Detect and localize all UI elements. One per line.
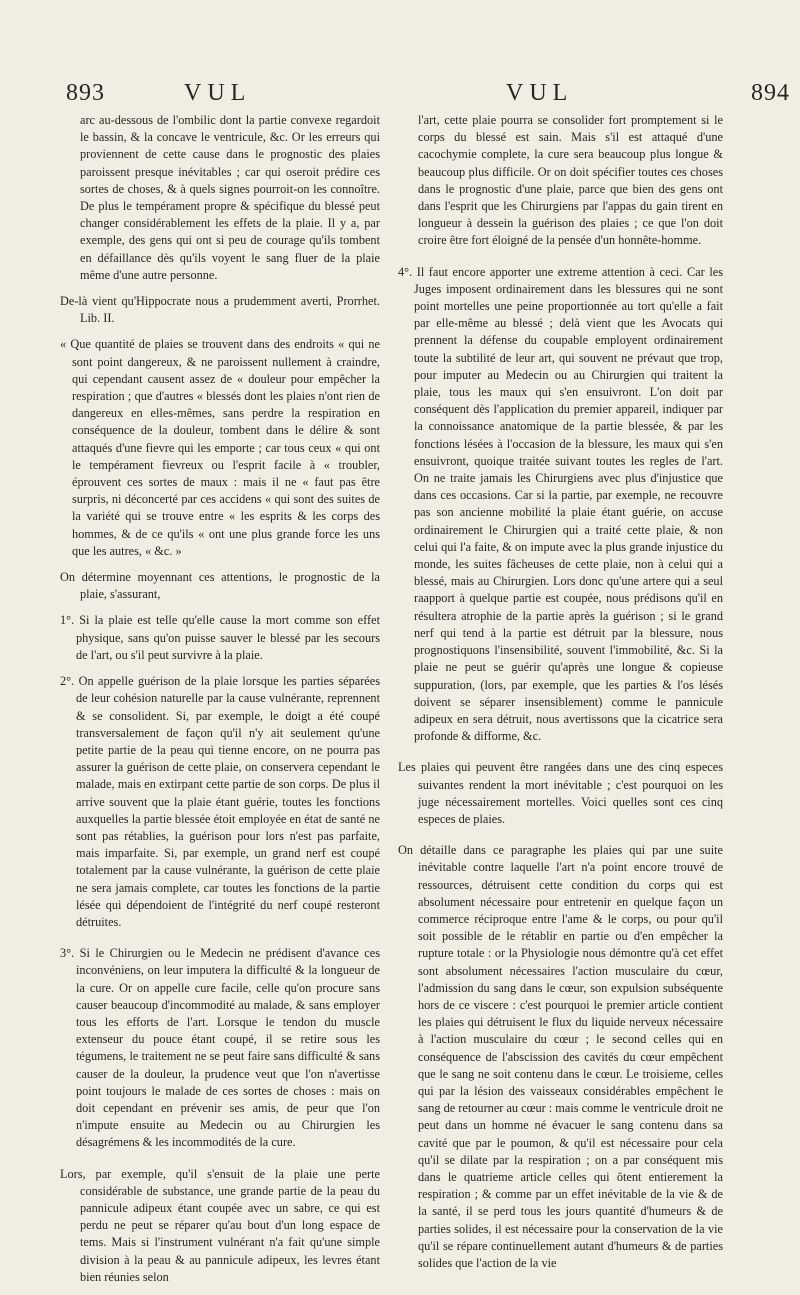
page-number-right: 894 — [751, 80, 790, 106]
paragraph: Lors, par exemple, qu'il s'ensuit de la plaie une perte considérable de substance, une grande partie de la peau du pannicule adipeux étant coupée avec un sabre, ce qui est perdu ne peut se réparer qu'au bout d'un long espace de tems. Mais si l'instrument vulnérant n'a fait qu'une simple division à la peau & au pannicule adipeux, les levres étant bien réunies selon — [60, 1166, 380, 1284]
left-column — [60, 112, 380, 1295]
paragraph: arc au-dessous de l'ombilic dont la partie convexe regardoit le bassin, & la concave le ventricule, &c. Or les erreurs qui proviennent de cette cause dans le prognostic des plaies paroissent presque inévitables ; car qui oseroit prédire ces sortes de choses, & à quels signes pourroit-on les connoître. De plus le tempérament propre & spécifique du blessé peut changer considérablement les effets de la plaie. Il y a, par exemple, des gens qui ont si peu de courage qu'ils tombent en défaillance dès qu'ils voyent le sang fluer de la plaie même d'une autre personne. — [80, 113, 380, 282]
numbered-paragraph: 2°. On appelle guérison de la plaie lorsque les parties séparées de leur cohésion naturelle par la cause vulnérante, reprennent & se consolident. Si, par exemple, le doigt a été coupé transversalement de façon qu'il n'y ait seulement qu'une petite partie de la peau qui tienne encore, on ne pourra pas assurer la guérison de cette plaie, on conservera cependant le malade, mais en extirpant cette partie de son corps. De plus il arrive souvent que la plaie étant guérie, toutes les fonctions auxquelles la partie blessée étoit employée en état de santé ne sont pas rétablies, la guérison pour lors n'est pas parfaite, mais imparfaite. Si, par exemple, un grand nerf est coupé totalement par la cause vulnérante, la guérison de cette plaie ne sera jamais complete, car toutes les fonctions de la partie lésée qui dépendoient de l'intégrité du nerf coupé resteront détruites. — [60, 674, 380, 929]
right-column — [398, 112, 723, 1281]
paragraph: l'art, cette plaie pourra se consolider fort promptement si le corps du blessé est sain. Mais s'il est attaqué d'une cacochymie complete, la cure sera beaucoup plus longue & beaucoup plus difficile. Or on doit spécifier toutes ces choses dans le prognostic d'une plaie, parce que bien des gens ont dans l'esprit que les Chirurgiens par l'appas du gain tirent en longueur à dessein la guérison des plaies ; ce que l'on doit croire être fort éloigné de la pensée d'un honnête-homme. — [418, 113, 723, 248]
running-head-left: VUL — [184, 80, 252, 106]
running-head-right: VUL — [506, 80, 574, 106]
paragraph: De-là vient qu'Hippocrate nous a prudemment averti, Prorrhet. Lib. II. — [60, 294, 380, 326]
paragraph: On détaille dans ce paragraphe les plaies qui par une suite inévitable contre laquelle l'art n'a point encore trouvé de ressources, détruisent cette condition du corps qui est absolument nécessaire pour entretenir en quelque façon un commerce réciproque entre l'ame & le corps, ou pour qu'il soit possible de le rétablir en partie ou d'en empêcher la rupture totale : or la Physiologie nous démontre qu'à cet effet sont absolument nécessaires l'action musculaire du cœur, l'admission du sang dans le cœur, son expulsion subséquente hors de ce viscere : c'est pourquoi le premier article contient les plaies qui détruisent le flux du liquide nerveux nécessaire à l'action musculaire du cœur ; le second celles qui en conséquence de l'abscission des cavités du cœur empêchent que le sang ne soit contenu dans le cœur. Le troisieme, celles qui par la lésion des vaisseaux considérables empêchent le sang de retourner au cœur : mais comme le ventricule droit ne peut dans un homme né évacuer le sang contenu dans sa cavité que par le poumon, & qu'il est nécessaire pour cela qu'il se dilate par la respiration ; on a par conséquent mis dans le quatrieme article celles qui ôtent entierement la respiration ; & comme par un effet inévitable de la vie & de la santé, il se perd tous les jours quantité d'humeurs & de parties solides, il est nécessaire pour la conservation de la vie qu'il se répare continuellement autant d'humeurs & de parties solides que l'action de la vie — [398, 843, 723, 1270]
page-number-left: 893 — [66, 80, 105, 106]
numbered-paragraph: 1°. Si la plaie est telle qu'elle cause la mort comme son effet physique, sans qu'on puisse sauver le blessé par les secours de l'art, ou s'il peut survivre à la plaie. — [60, 613, 380, 662]
paragraph: Les plaies qui peuvent être rangées dans une des cinq especes suivantes rendent la mort inévitable ; c'est pourquoi on les juge nécessairement mortelles. Voici quelles sont ces cinq especes de plaies. — [398, 760, 723, 826]
quote-paragraph: « Que quantité de plaies se trouvent dans des endroits « qui ne sont point dangereux, & ne paroissent nullement à craindre, qui cependant causent assez de « douleur pour empêcher la respiration ; que d'autres « blessés dont les plaies n'ont rien de dangereux en elles-mêmes, sans perdre la respiration en conséquence de la douleur, tombent dans le délire & sont attaqués d'une fievre qui les emporte ; car tous ceux « qui ont le tempérament fievreux ou l'esprit facile à « troubler, éprouvent ces sortes de maux : mais il ne « faut pas être surpris, ni déconcerté par ces accidens « qui sont des suites de la variété qui se trouve entre « les esprits & les corps des hommes, & de ce qu'ils « ont une plus grande force les uns que les autres, « &c. » — [60, 337, 380, 558]
numbered-paragraph: 4°. Il faut encore apporter une extreme attention à ceci. Car les Juges imposent ordinairement dans les blessures qui ne sont point mortelles une peine proportionnée au tort qu'elle a fait par elle-même au blessé ; delà vient que les Avocats qui prennent la défense du coupable employent ordinairement toute la subtilité de leur art, qui souvent ne prévaut que trop, pour imputer au Medecin ou au Chirurgien qui traitent la plaie, tous les maux qui s'en ensuivront. L'on doit par conséquent dès l'application du premier appareil, indiquer par la connoissance anatomique de la partie blessée, & par les fonctions lésées à l'occasion de la blessure, les maux qui s'en ensuivront, quoique traitée suivant toutes les regles de l'art. On ne traite jamais les Chirurgiens avec plus d'injustice que dans ces occasions. Car si la partie, par exemple, ne recouvre pas son ancienne mobilité la plaie étant guérie, on accuse ordinairement le Chirurgien qui a traité cette plaie, & non celui qui l'a faite, & on impute avec la plus grande injustice du monde, les suites fâcheuses de cette plaie, non à celui qui a blessé, mais au Chirurgien. Lors donc qu'une artere qui a seul raapport à quelque partie est coupée, nous prédisons qu'il en résultera atrophie de la partie après la guérison ; si le grand nerf qui tend à la partie est détruit par la blessure, nous prognostiquons l'insensibilité, souvent l'immobilité, &c. Si la plaie ne peut se guérir qu'après une longue & copieuse suppuration, (lors, par exemple, que les parties & l'os lésés doivent se séparer insensiblement) comme le pannicule adipeux en sera détruit, nous avertissons que la cicatrice sera profonde & difforme, &c. — [398, 264, 723, 744]
page-header — [66, 80, 790, 112]
paragraph: On détermine moyennant ces attentions, le prognostic de la plaie, s'assurant, — [60, 570, 380, 602]
numbered-paragraph: 3°. Si le Chirurgien ou le Medecin ne prédisent d'avance ces inconvéniens, on leur imputera la difficulté & la longueur de la cure. Or on appelle cure facile, celle qu'on procure sans causer beaucoup d'incommodité au malade, & sans employer tous les efforts de l'art. Lorsque le tendon du muscle extenseur du pouce étant coupé, il se retire sous les tégumens, le traitement ne se peut faire sans difficulté & sans causer de la douleur, la prudence veut que l'on n'avertisse point toujours le malade de ces sortes de choses : mais on doit cependant en prévenir ses amis, de peur que l'on n'impute ensuite au Medecin ou au Chirurgien les désagrémens & les incommodités de la cure. — [60, 946, 380, 1150]
